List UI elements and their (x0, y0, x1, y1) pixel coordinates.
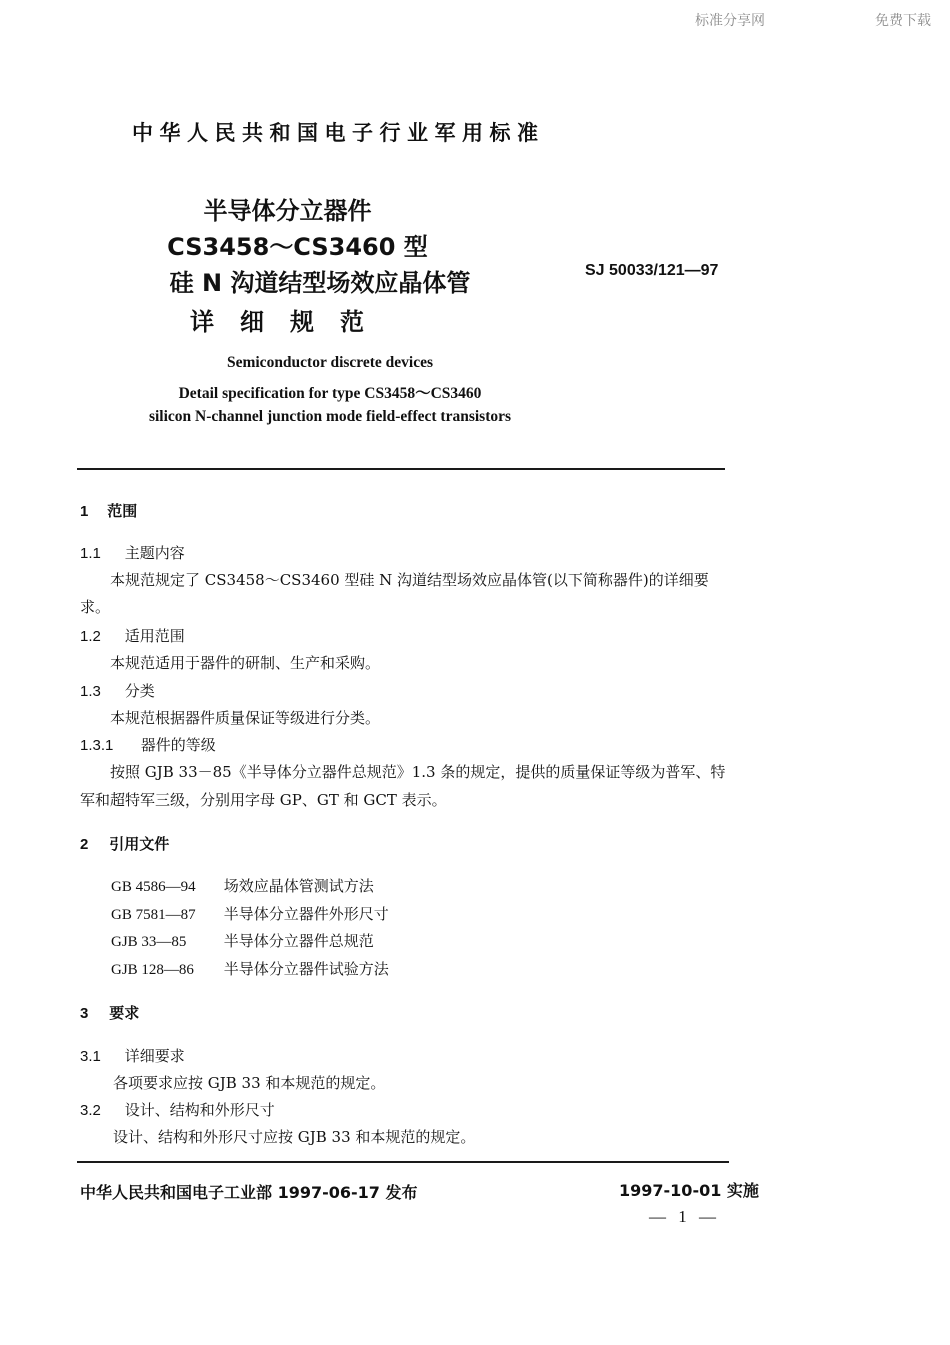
section-1-2-heading (80, 625, 185, 646)
section-title: 适用范围 (124, 627, 185, 645)
title-line-3: 硅 N 沟道结型场效应晶体管 (169, 269, 471, 297)
section-3-1-heading (80, 1045, 185, 1066)
reference-code: GJB 33—85 (111, 934, 187, 950)
reference-title: 场效应晶体管测试方法 (223, 877, 374, 895)
section-3-1-paragraph: 各项要求应按 GJB 33 和本规范的规定。 (113, 1074, 386, 1092)
section-1-3-1-heading (80, 734, 216, 755)
title-line-4: 详细规范 (190, 308, 390, 336)
page-number: — 1 — (649, 1207, 720, 1226)
reference-title: 半导体分立器件试验方法 (223, 960, 389, 978)
section-title: 详细要求 (124, 1047, 185, 1065)
reference-item (111, 875, 374, 896)
reference-code: GB 4586—94 (111, 879, 196, 895)
title-line-2: CS3458～CS3460 型 (167, 233, 428, 261)
reference-code: GJB 128—86 (111, 962, 194, 978)
title-line-1: 半导体分立器件 (203, 197, 372, 225)
section-number: 1.3.1 (80, 737, 114, 754)
reference-item (111, 958, 389, 979)
section-1-1-paragraph-cont: 求。 (80, 598, 111, 616)
header-divider (77, 468, 725, 470)
effective-date: 1997-10-01 实施 (619, 1181, 759, 1200)
section-1-3-paragraph: 本规范根据器件质量保证等级进行分类。 (110, 709, 381, 727)
section-3-heading (80, 1002, 139, 1023)
section-number: 1.3 (80, 683, 101, 700)
section-1-3-heading (80, 680, 155, 701)
section-3-2-heading (80, 1099, 275, 1120)
reference-title: 半导体分立器件外形尺寸 (223, 905, 389, 923)
watermark-download-label: 免费下载 (875, 13, 931, 29)
english-title-line-2: Detail specification for type CS3458～CS3460 (178, 385, 482, 402)
section-number: 3.2 (80, 1102, 101, 1119)
reference-item (111, 930, 374, 951)
section-number: 1.1 (80, 545, 101, 562)
english-title-line-1: Semiconductor discrete devices (226, 354, 434, 371)
section-number: 1 (80, 503, 89, 520)
issued-date: 中华人民共和国电子工业部 1997-06-17 发布 (80, 1183, 418, 1202)
section-title: 引用文件 (109, 835, 170, 853)
standard-number: SJ 50033/121—97 (585, 262, 719, 279)
section-1-1-paragraph: 本规范规定了 CS3458～CS3460 型硅 N 沟道结型场效应晶体管(以下简称器件)的详细要 (110, 571, 709, 589)
footer-divider (77, 1161, 729, 1163)
english-title-line-3: silicon N-channel junction mode field-effect transistors (148, 408, 512, 425)
section-title: 设计、结构和外形尺寸 (124, 1101, 275, 1119)
reference-code: GB 7581—87 (111, 907, 196, 923)
section-1-1-heading (80, 542, 185, 563)
section-1-heading (80, 500, 137, 521)
section-title: 分类 (124, 682, 155, 700)
reference-item (111, 903, 389, 924)
section-title: 范围 (107, 502, 138, 520)
section-3-2-paragraph: 设计、结构和外形尺寸应按 GJB 33 和本规范的规定。 (113, 1128, 476, 1146)
watermark-site-name: 标准分享网 (695, 13, 765, 29)
section-2-heading (80, 833, 169, 854)
reference-title: 半导体分立器件总规范 (223, 932, 374, 950)
section-1-3-1-paragraph: 按照 GJB 33－85《半导体分立器件总规范》1.3 条的规定，提供的质量保证等级为普军、特 (110, 763, 726, 781)
section-title: 主题内容 (124, 544, 185, 562)
section-number: 3 (80, 1005, 89, 1022)
standard-class-heading: 中华人民共和国电子行业军用标准 (132, 121, 545, 145)
section-1-3-1-paragraph-cont: 军和超特军三级，分别用字母 GP、GT 和 GCT 表示。 (80, 791, 447, 809)
section-title: 器件的等级 (140, 736, 216, 754)
section-number: 1.2 (80, 628, 101, 645)
section-number: 3.1 (80, 1048, 101, 1065)
section-number: 2 (80, 836, 89, 853)
section-1-2-paragraph: 本规范适用于器件的研制、生产和采购。 (110, 654, 381, 672)
section-title: 要求 (109, 1004, 140, 1022)
